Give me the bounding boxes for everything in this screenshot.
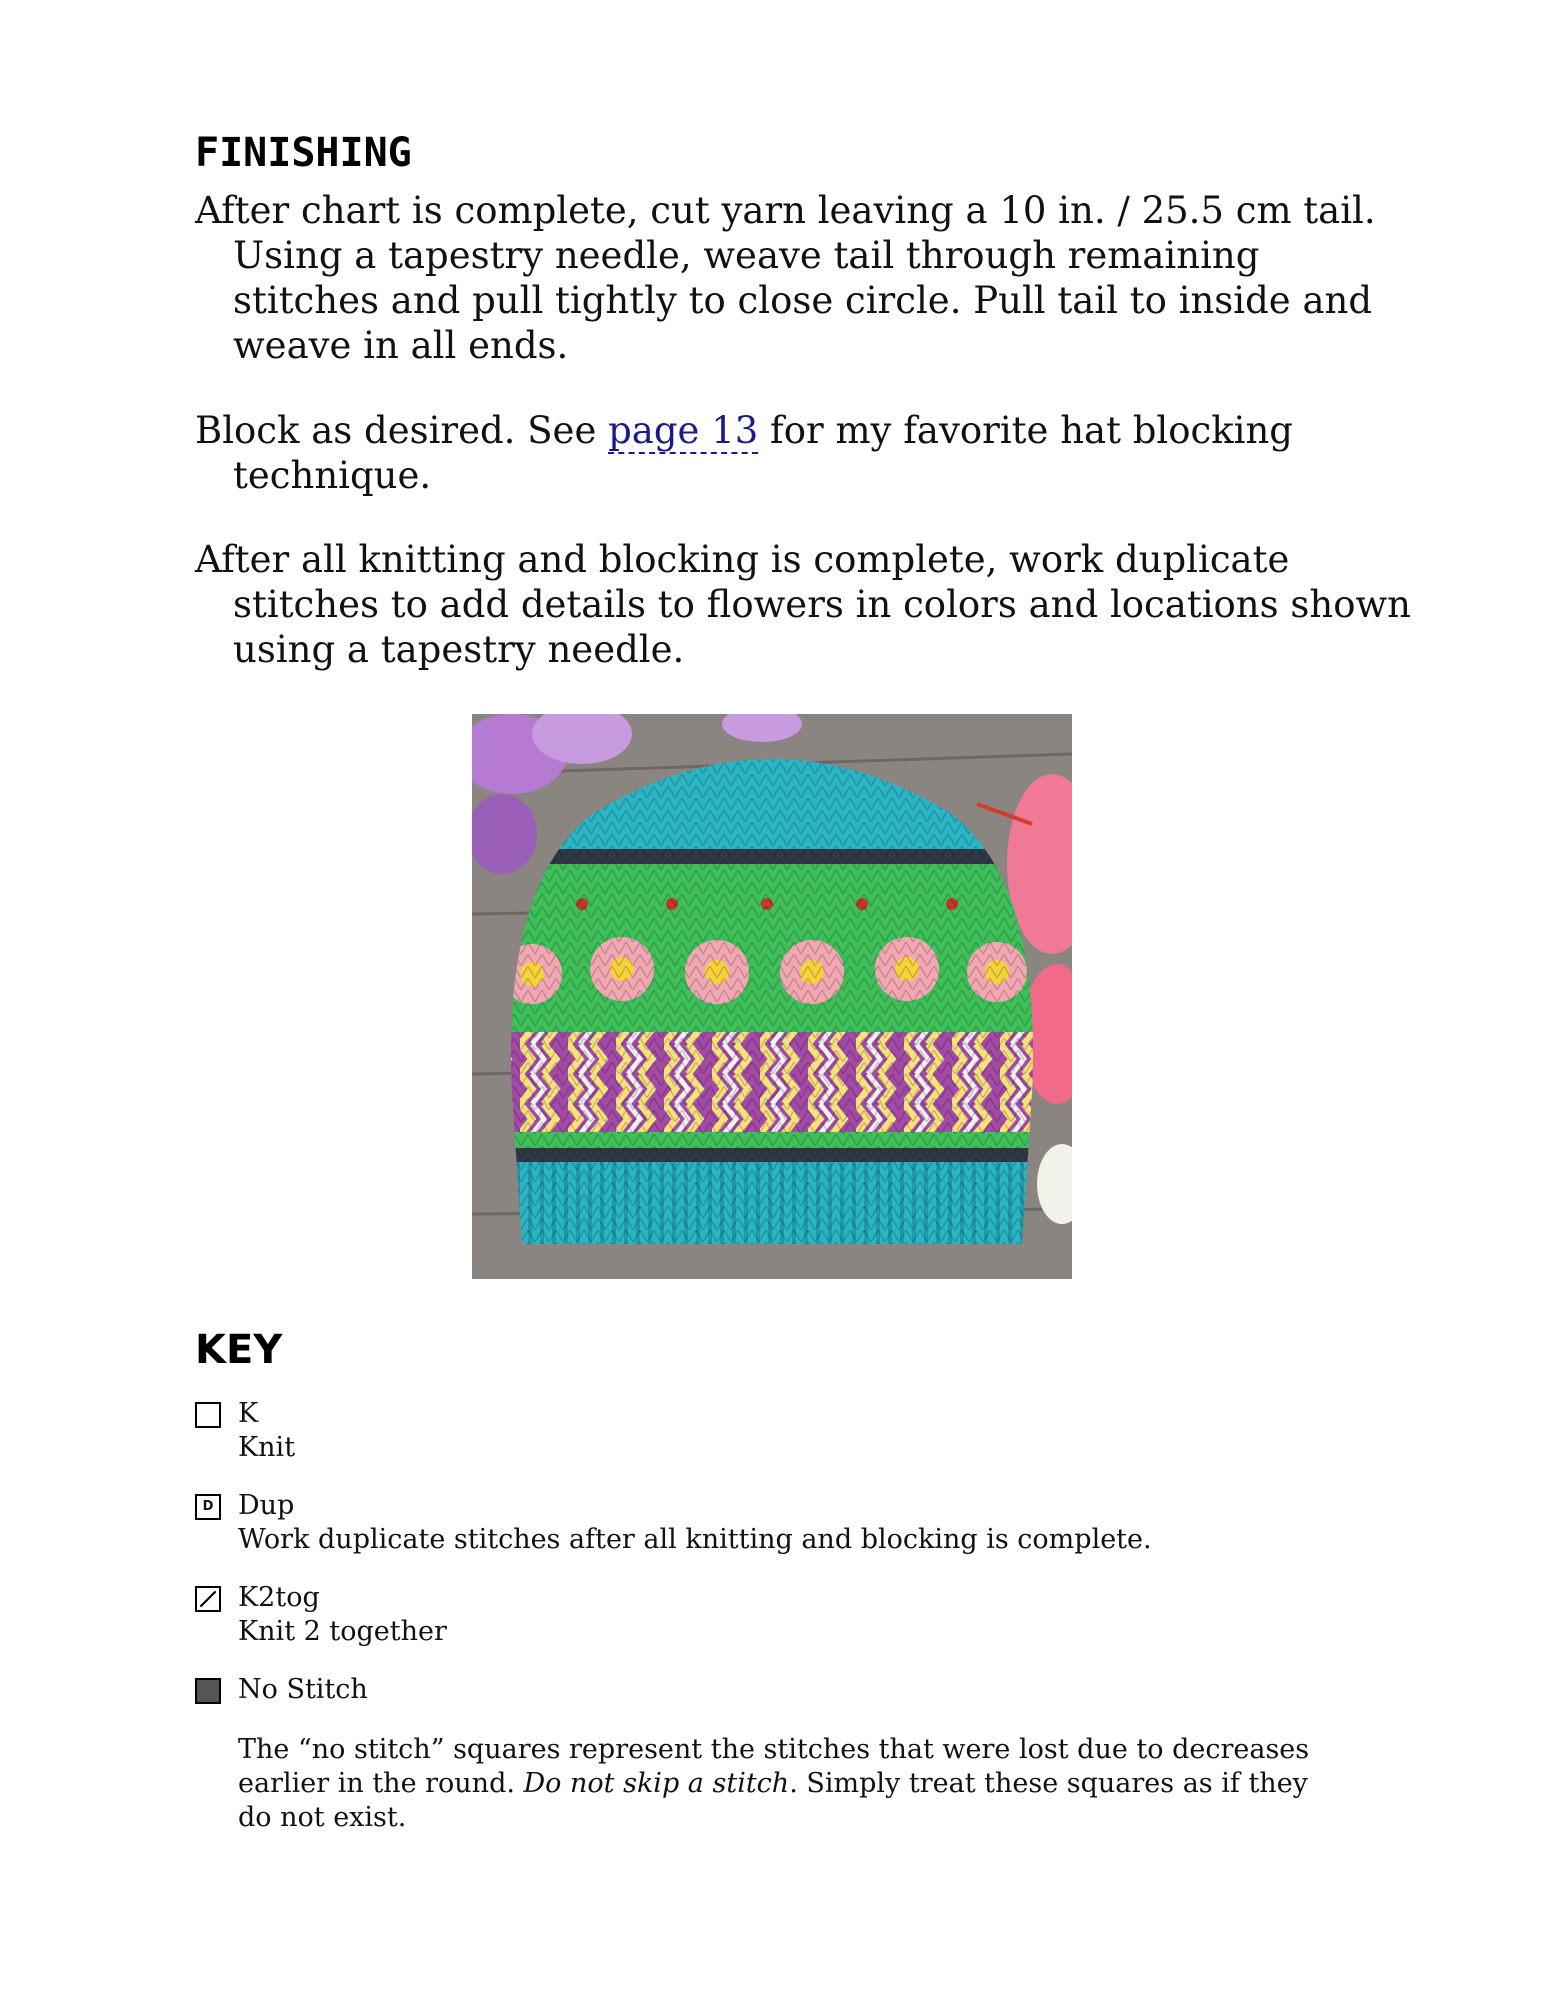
key-description: Knit 2 together xyxy=(238,1616,447,1647)
key-description: Knit xyxy=(238,1432,296,1463)
key-label: No Stitch xyxy=(238,1674,368,1705)
key-label: K xyxy=(238,1398,259,1429)
finishing-heading: FINISHING xyxy=(195,130,412,176)
no-stitch-note xyxy=(238,1733,1348,1835)
key-description: Work duplicate stitches after all knitting and blocking is complete. xyxy=(238,1524,1152,1555)
no-stitch-filled-square-icon xyxy=(195,1678,221,1704)
note-emphasis: Do not skip a stitch xyxy=(523,1768,790,1799)
k2tog-slash-icon xyxy=(195,1586,221,1612)
page-13-link[interactable]: page 13 xyxy=(608,409,759,452)
note-text-after: . Simply treat these squares as if they do not exist. xyxy=(238,1768,1308,1833)
para2-text-after: for my favorite hat blocking technique. xyxy=(233,409,1293,497)
hat-photo xyxy=(472,714,1072,1279)
key-heading: KEY xyxy=(195,1327,283,1373)
key-label: K2tog xyxy=(238,1582,320,1613)
empty-square-icon xyxy=(195,1402,221,1428)
para2-text-before: Block as desired. See xyxy=(195,409,609,452)
finishing-paragraph-1: After chart is complete, cut yarn leaving a 10 in. / 25.5 cm tail. Using a tapestry needle, weave tail through remaining stitches and pull tightly to close circle. Pull tail to inside and weave in all ends. xyxy=(195,189,1376,367)
symbol-letter: D xyxy=(202,1499,214,1514)
duplicate-stitch-icon xyxy=(195,1494,221,1520)
finishing-paragraph-2 xyxy=(195,408,1413,498)
note-text-before: The “no stitch” squares represent the stitches that were lost due to decreases earlier in the round. xyxy=(238,1734,1310,1799)
key-label: Dup xyxy=(238,1490,295,1521)
finishing-paragraph-3: After all knitting and blocking is complete, work duplicate stitches to add details to flowers in colors and locations shown using a tapestry needle. xyxy=(195,538,1411,671)
